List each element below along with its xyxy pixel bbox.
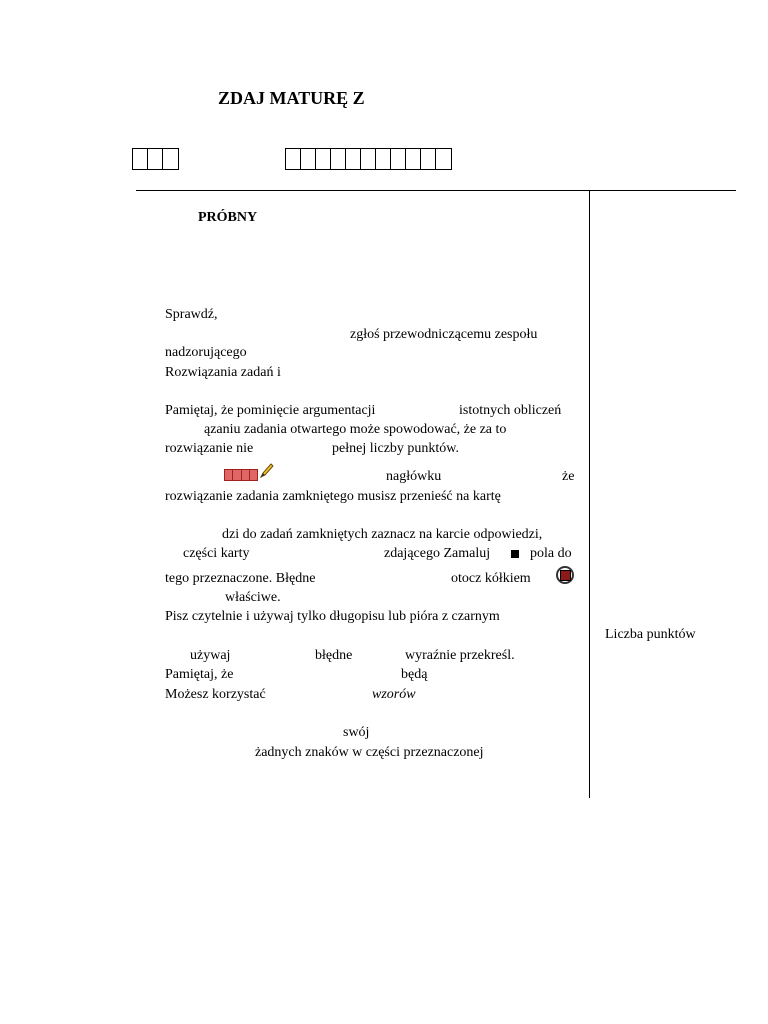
code-box-cell: [148, 149, 163, 169]
instruction-line: Pamiętaj, że: [165, 667, 234, 682]
code-box-cell: [346, 149, 361, 169]
code-box-cell: [436, 149, 451, 169]
instruction-line: wyraźnie przekreśl.: [405, 648, 515, 663]
code-box-cell: [406, 149, 421, 169]
code-box-cell: [163, 149, 178, 169]
circled-square-icon: [556, 566, 574, 584]
instruction-line: swój: [343, 725, 370, 740]
code-box-cell: [301, 149, 316, 169]
code-box-cell: [133, 149, 148, 169]
instruction-line: pola do: [530, 546, 572, 561]
instruction-line: będą: [401, 667, 428, 682]
answer-grid-sample: [224, 469, 258, 481]
instruction-line: używaj: [190, 648, 231, 663]
instruction-line: rozwiązanie nie: [165, 441, 254, 456]
instruction-line: Pisz czytelnie i używaj tylko długopisu lub pióra z czarnym: [165, 609, 500, 624]
instruction-line: właściwe.: [225, 590, 281, 605]
instruction-line: części karty: [183, 546, 250, 561]
probny-label: PRÓBNY: [198, 210, 258, 225]
filled-square-icon: [511, 550, 519, 558]
code-boxes-left: [132, 148, 179, 170]
horizontal-divider: [136, 190, 736, 191]
instruction-line: ązaniu zadania otwartego może spowodować, że za to: [204, 422, 507, 437]
instruction-line: Pamiętaj, że pominięcie argumentacji: [165, 403, 376, 418]
code-box-cell: [286, 149, 301, 169]
code-box-cell: [361, 149, 376, 169]
instruction-line: dzi do zadań zamkniętych zaznacz na karcie odpowiedzi,: [222, 527, 543, 542]
pencil-icon: [258, 462, 274, 480]
instruction-line: że: [562, 469, 575, 484]
points-label: Liczba punktów: [605, 627, 696, 642]
code-boxes-right: [285, 148, 452, 170]
instruction-line: otocz kółkiem: [451, 571, 531, 586]
instruction-line: tego przeznaczone. Błędne: [165, 571, 316, 586]
instruction-line: błędne: [315, 648, 353, 663]
instruction-line: Możesz korzystać: [165, 687, 266, 702]
instruction-line: zdającego Zamaluj: [384, 546, 491, 561]
exam-title: ZDAJ MATURĘ Z: [218, 88, 365, 108]
instruction-line: istotnych obliczeń: [459, 403, 562, 418]
code-box-cell: [421, 149, 436, 169]
instruction-line: zgłoś przewodniczącemu zespołu: [350, 327, 538, 342]
instruction-line: nagłówku: [386, 469, 442, 484]
code-box-cell: [376, 149, 391, 169]
code-box-cell: [391, 149, 406, 169]
instruction-line: Sprawdź,: [165, 307, 218, 322]
instruction-line: żadnych znaków w części przeznaczonej: [255, 745, 484, 760]
instruction-line: wzorów: [372, 687, 416, 702]
instruction-line: pełnej liczby punktów.: [332, 441, 460, 456]
instruction-line: Rozwiązania zadań i: [165, 365, 281, 380]
vertical-divider: [589, 190, 590, 798]
code-box-cell: [316, 149, 331, 169]
instruction-line: nadzorującego: [165, 345, 247, 360]
code-box-cell: [331, 149, 346, 169]
instruction-line: rozwiązanie zadania zamkniętego musisz przenieść na kartę: [165, 489, 501, 504]
